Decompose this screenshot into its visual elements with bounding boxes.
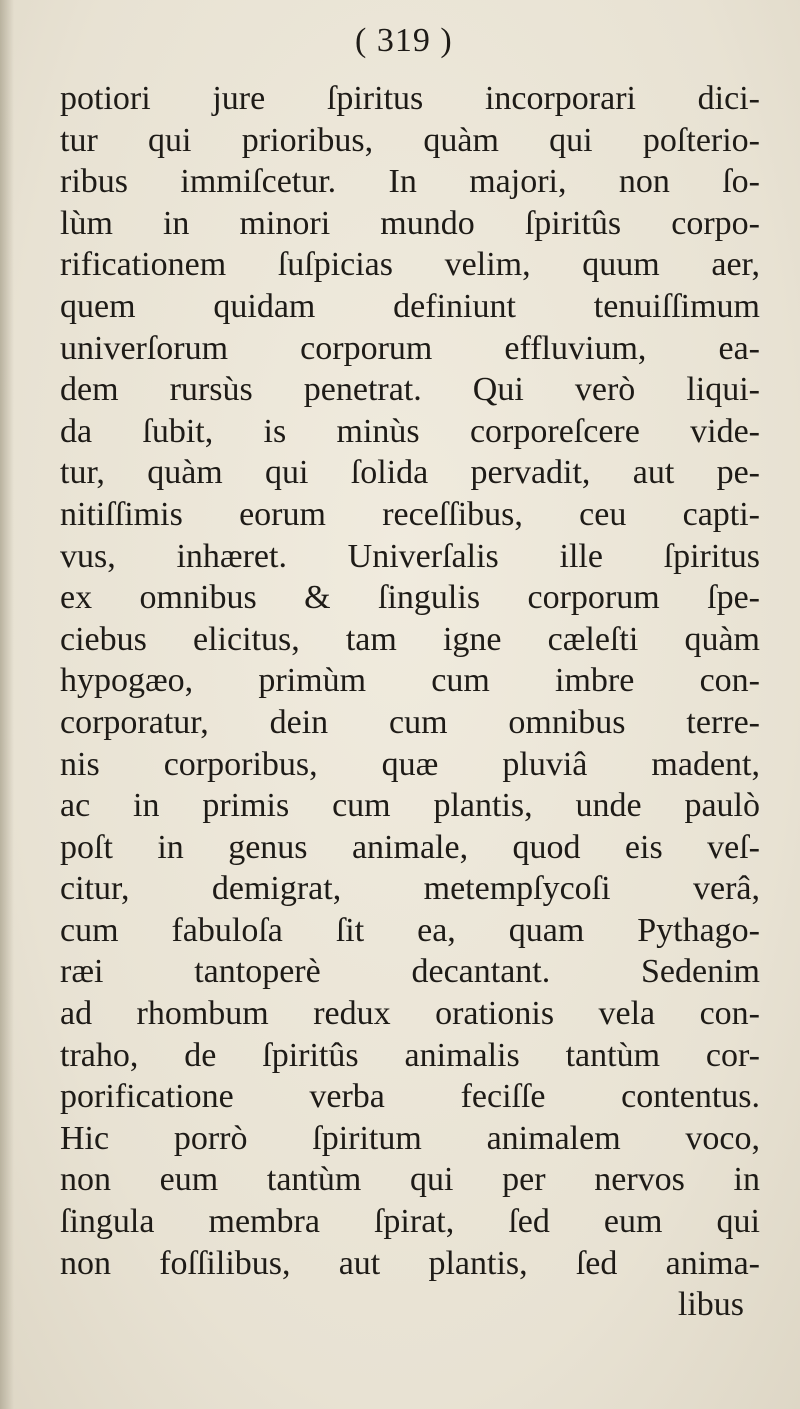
text-line: ribus immiſcetur. In majori, non ſo- xyxy=(60,163,760,201)
text-line: vus, inhæret. Univerſalis ille ſpiritus xyxy=(60,537,760,575)
catchword: libus xyxy=(677,1286,744,1324)
text-line: quem quidam definiunt tenuiſſimum xyxy=(60,287,760,325)
text-line: tur, quàm qui ſolida pervadit, aut pe- xyxy=(60,454,760,492)
text-line: ad rhombum redux orationis vela con- xyxy=(60,995,760,1033)
text-line: corporatur, dein cum omnibus terre- xyxy=(60,703,760,741)
text-line: potiori jure ſpiritus incorporari dici- xyxy=(60,80,760,117)
spine-shadow xyxy=(0,0,14,1409)
text-line: dem rursùs penetrat. Qui verò liqui- xyxy=(60,371,760,409)
text-line: traho, de ſpiritûs animalis tantùm cor- xyxy=(60,1036,760,1074)
text-line: ac in primis cum plantis, unde paulò xyxy=(60,787,760,825)
text-line: nitiſſimis eorum receſſibus, ceu capti- xyxy=(60,495,760,533)
text-line: univerſorum corporum effluvium, ea- xyxy=(60,329,760,367)
page-number: ( 319 ) xyxy=(355,22,453,59)
text-line: ex omnibus & ſingulis corporum ſpe- xyxy=(60,579,760,617)
text-line: ſingula membra ſpirat, ſed eum qui xyxy=(60,1203,760,1241)
text-line: porificatione verba feciſſe contentus. xyxy=(60,1078,760,1116)
text-line: non eum tantùm qui per nervos in xyxy=(60,1161,760,1199)
text-line: ciebus elicitus, tam igne cæleſti quàm xyxy=(60,620,760,658)
text-line: da ſubit, is minùs corporeſcere vide- xyxy=(60,412,760,450)
body-text xyxy=(60,78,760,1326)
text-line: tur qui prioribus, quàm qui poſterio- xyxy=(60,121,760,159)
text-line: rificationem ſuſpicias velim, quum aer, xyxy=(60,246,760,284)
text-line: hypogæo, primùm cum imbre con- xyxy=(60,662,760,700)
text-line: poſt in genus animale, quod eis veſ- xyxy=(60,828,760,866)
text-line: cum fabuloſa ſit ea, quam Pythago- xyxy=(60,911,760,949)
text-line: ræi tantoperè decantant. Sedenim xyxy=(60,953,760,991)
text-line: citur, demigrat, metempſycoſi verâ, xyxy=(60,870,760,908)
text-line: lùm in minori mundo ſpiritûs corpo- xyxy=(60,204,760,242)
text-line: Hic porrò ſpiritum animalem voco, xyxy=(60,1119,760,1157)
text-line: non foſſilibus, aut plantis, ſed anima- xyxy=(60,1244,760,1282)
text-line: nis corporibus, quæ pluviâ madent, xyxy=(60,745,760,783)
